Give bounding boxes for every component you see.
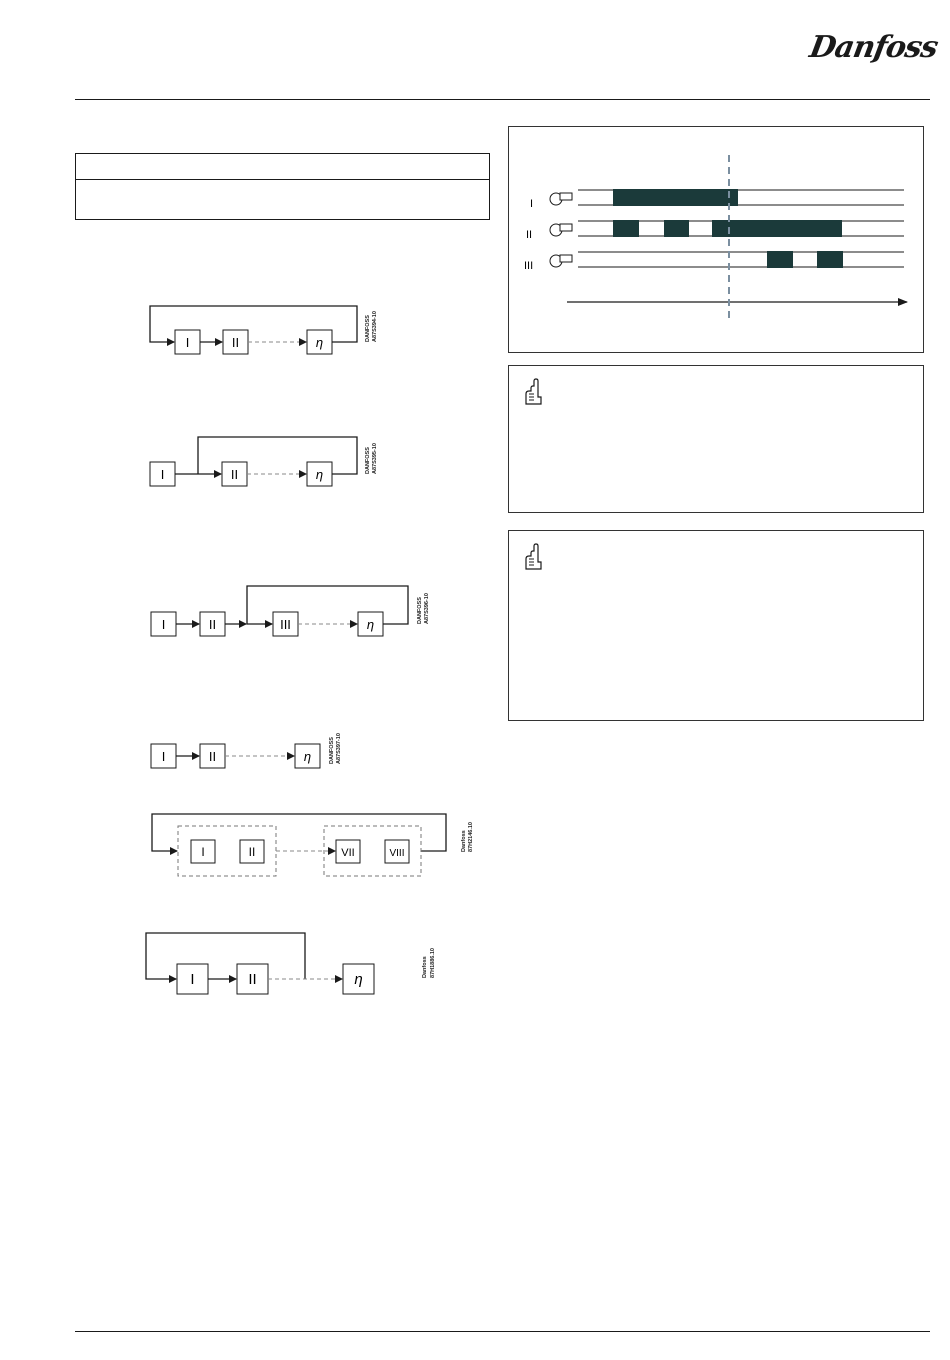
compressor-outlet — [560, 193, 572, 200]
compressor-outlet — [560, 255, 572, 262]
diagram-3 — [151, 586, 430, 636]
figure-code: DANFOSS — [365, 447, 371, 474]
stage-label: η — [315, 467, 324, 482]
figure-code: A87S396-10 — [424, 593, 430, 624]
row-label: I — [530, 198, 534, 210]
run-bar — [767, 251, 793, 268]
hand-pointing-icon — [523, 378, 549, 406]
note-box-1 — [508, 365, 924, 513]
row-1 — [530, 189, 904, 210]
diagram-6 — [146, 933, 436, 994]
stage-label: II — [208, 617, 217, 632]
stage-label: II — [230, 467, 239, 482]
figure-code: 87H2146.10 — [468, 822, 474, 852]
stage-label: II — [208, 749, 217, 764]
stage-label: I — [185, 335, 190, 350]
figure-code: DANFOSS — [365, 315, 371, 342]
stage-label: I — [161, 617, 166, 632]
stage-label: η — [303, 749, 312, 764]
stage-label: η — [354, 971, 363, 988]
diagram-2 — [150, 437, 378, 486]
stage-label: I — [201, 845, 205, 859]
compressor-outlet — [560, 224, 572, 231]
stage-label: VII — [341, 847, 355, 859]
run-bar — [664, 220, 689, 237]
row-label: II — [526, 229, 533, 241]
row-3 — [524, 251, 904, 272]
timing-chart-panel — [508, 126, 924, 353]
figure-code: A87S395-10 — [372, 443, 378, 474]
figure-code: 87H1886.10 — [430, 948, 436, 978]
stage-label: η — [366, 617, 375, 632]
stage-label: VIII — [389, 848, 405, 859]
stage-label: III — [280, 617, 291, 632]
timing-chart — [509, 127, 923, 352]
figure-code: Danfoss — [422, 956, 428, 978]
run-bar — [613, 220, 639, 237]
sequence-diagrams — [0, 0, 500, 1030]
row-label: III — [524, 260, 534, 272]
stage-label: II — [248, 971, 257, 988]
row-2 — [526, 220, 904, 241]
stage-label: I — [160, 467, 165, 482]
stage-label: I — [190, 971, 195, 988]
diagram-1 — [150, 306, 378, 354]
figure-code: DANFOSS — [329, 737, 335, 764]
run-bar — [817, 251, 843, 268]
figure-code: A87S394-10 — [372, 311, 378, 342]
diagram-5 — [152, 814, 474, 876]
figure-code: DANFOSS — [417, 597, 423, 624]
danfoss-logo — [806, 26, 941, 81]
stage-label: I — [161, 749, 166, 764]
figure-code: A87S397-10 — [336, 733, 342, 764]
run-bar — [613, 189, 738, 206]
stage-label: II — [248, 845, 256, 859]
note-box-2 — [508, 530, 924, 721]
diagram-4 — [151, 733, 342, 768]
stage-label: η — [315, 335, 324, 350]
hand-pointing-icon — [523, 543, 549, 571]
logo-text: Danfoss — [806, 30, 941, 65]
run-bar — [712, 220, 842, 237]
stage-label: II — [231, 335, 240, 350]
figure-code: Danfoss — [461, 830, 467, 852]
footer-rule — [75, 1331, 930, 1332]
